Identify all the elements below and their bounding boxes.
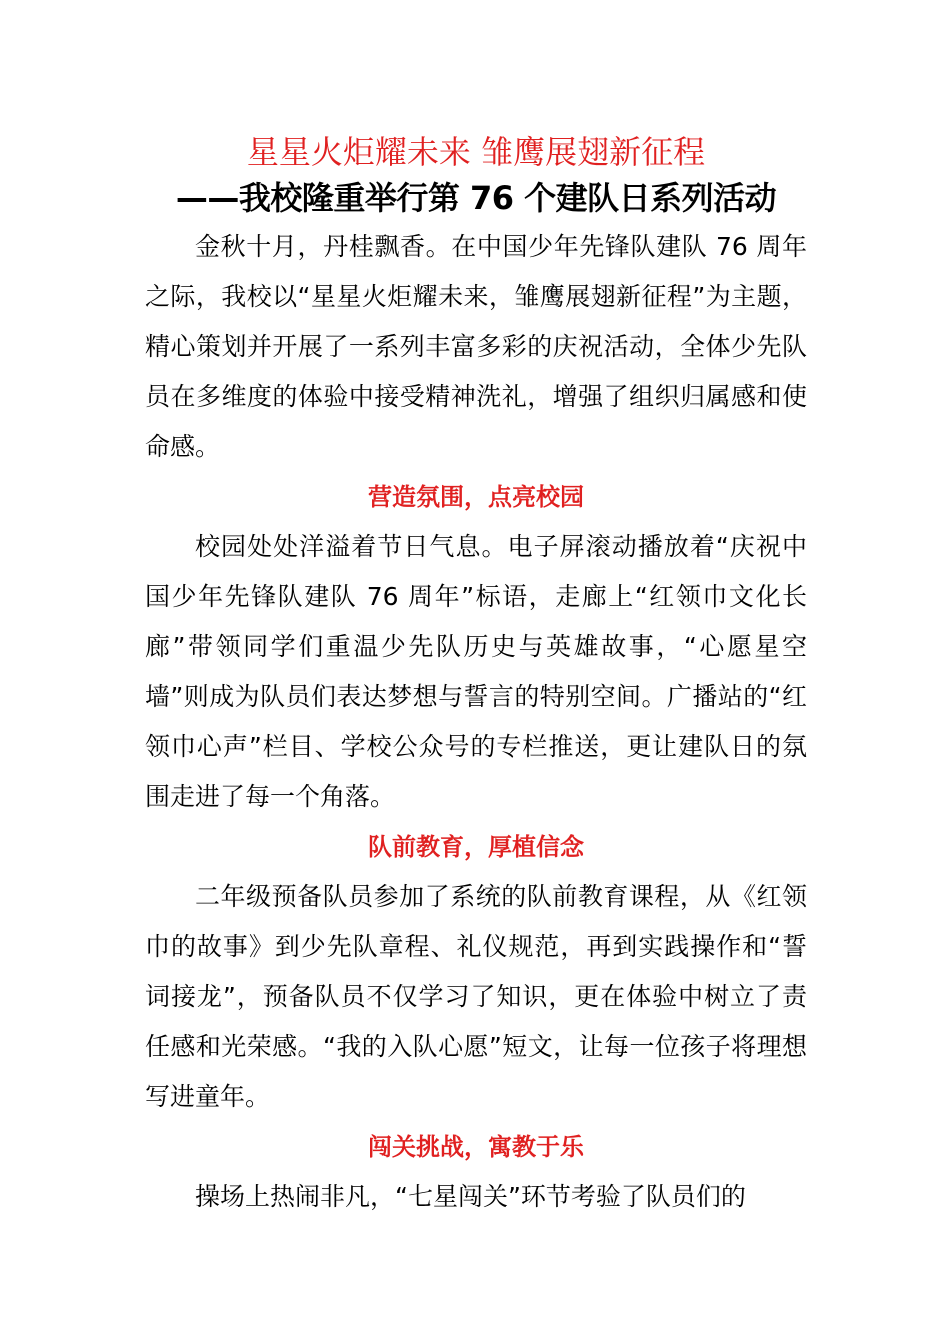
section-body-education: 二年级预备队员参加了系统的队前教育课程，从《红领巾的故事》到少先队章程、礼仪规范，再到实践操作和“誓词接龙”，预备队员不仅学习了知识，更在体验中树立了责任感和光荣感。“我的入队心愿”短文，让每一位孩子将理想写进童年。 bbox=[145, 882, 807, 1111]
intro-paragraph: 金秋十月，丹桂飘香。在中国少年先锋队建队 76 周年之际，我校以“星星火炬耀未来，雏鹰展翅新征程”为主题，精心策划并开展了一系列丰富多彩的庆祝活动，全体少先队员在多维度的体验中接受精神洗礼，增强了组织归属感和使命感。 bbox=[145, 232, 807, 461]
section-heading-challenge: 闯关挑战，寓教于乐 bbox=[368, 1133, 584, 1161]
section-body-atmosphere: 校园处处洋溢着节日气息。电子屏滚动播放着“庆祝中国少年先锋队建队 76 周年”标语，走廊上“红领巾文化长廊”带领同学们重温少先队历史与英雄故事，“心愿星空墙”则成为队员们表达梦想与誓言的特别空间。广播站的“红领巾心声”栏目、学校公众号的专栏推送，更让建队日的氛围走进了每一个角落。 bbox=[145, 532, 807, 811]
section-heading-education: 队前教育，厚植信念 bbox=[368, 833, 584, 861]
section-body-challenge: 操场上热闹非凡，“七星闯关”环节考验了队员们的 bbox=[195, 1182, 746, 1211]
document-page bbox=[145, 128, 807, 1222]
document-title: 星星火炬耀未来 雏鹰展翅新征程 bbox=[246, 133, 706, 171]
section-heading-atmosphere: 营造氛围，点亮校园 bbox=[368, 483, 584, 511]
document-subtitle: ——我校隆重举行第 76 个建队日系列活动 bbox=[175, 179, 777, 217]
